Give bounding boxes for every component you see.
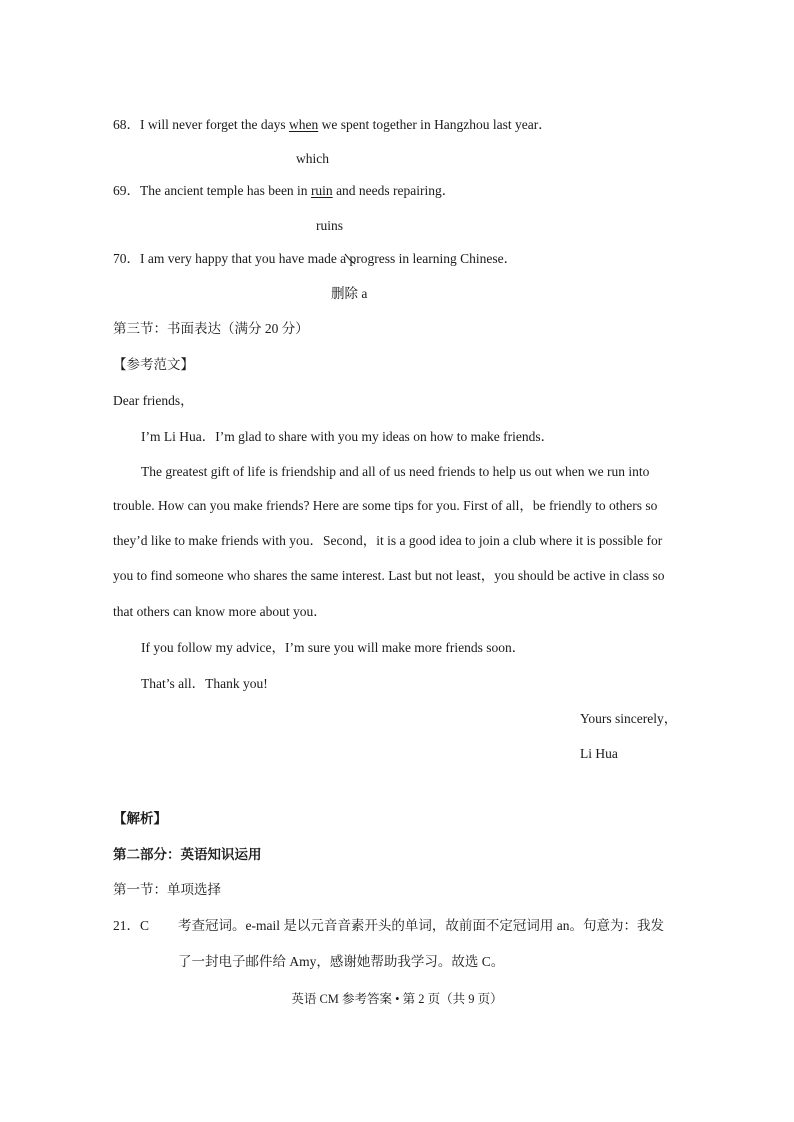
essay-greeting: Dear friends， [113, 393, 194, 408]
part2-heading: 第二部分：英语知识运用 [113, 847, 262, 862]
q68-line [113, 116, 552, 134]
essay-paragraph-2-line-3: they’d like to make friends with you．Second，it is a good idea to join a club where it is possible for [113, 533, 663, 548]
analysis-label: 【解析】 [113, 811, 167, 826]
q69-marked-word: ruin [310, 183, 333, 198]
essay-paragraph-2-line-1: The greatest gift of life is friendship and all of us need friends to help us out when we run into [141, 464, 650, 479]
essay-paragraph-4: That’s all．Thank you! [141, 676, 268, 691]
q21-explanation-line-1: 考查冠词。e-mail 是以元音音素开头的单词，故前面不定冠词用 an。句意为：我发 [178, 918, 664, 933]
deletion-mark-icon [344, 252, 356, 266]
q68-pre: 68．I will never forget the days [113, 117, 289, 132]
q69-post: and needs repairing． [332, 183, 456, 198]
essay-paragraph-2-line-4: you to find someone who shares the same interest. Last but not least，you should be active in class so [113, 568, 665, 583]
q21-number: 21．C [113, 918, 150, 933]
q21-explanation-line-2: 了一封电子邮件给 Amy，感谢她帮助我学习。故选 C。 [178, 954, 505, 969]
q69-line [113, 182, 455, 200]
sample-essay-label: 【参考范文】 [113, 357, 194, 372]
q69-correction: ruins [316, 218, 343, 233]
q68-post: we spent together in Hangzhou last year． [318, 117, 552, 132]
essay-paragraph-3: If you follow my advice，I’m sure you will make more friends soon． [141, 640, 526, 655]
essay-paragraph-2-line-2: trouble. How can you make friends? Here are some tips for you. First of all，be friendly to others so [113, 498, 658, 513]
essay-signature: Li Hua [580, 746, 618, 761]
q68-marked-word: when [288, 117, 319, 132]
section3-heading: 第三节：书面表达（满分 20 分） [113, 321, 309, 336]
essay-paragraph-2-line-5: that others can know more about you． [113, 604, 327, 619]
page-footer: 英语 CM 参考答案 • 第 2 页（共 9 页） [291, 992, 503, 1006]
q68-correction: which [296, 151, 329, 166]
essay-paragraph-1: I’m Li Hua．I’m glad to share with you my ideas on how to make friends． [141, 429, 555, 444]
q69-pre: 69．The ancient temple has been in [113, 183, 311, 198]
essay-closing: Yours sincerely， [580, 711, 678, 726]
q70-line: 70．I am very happy that you have made a progress in learning Chinese． [113, 251, 518, 266]
section1-heading: 第一节：单项选择 [113, 882, 221, 897]
q70-correction: 删除 a [331, 286, 368, 301]
